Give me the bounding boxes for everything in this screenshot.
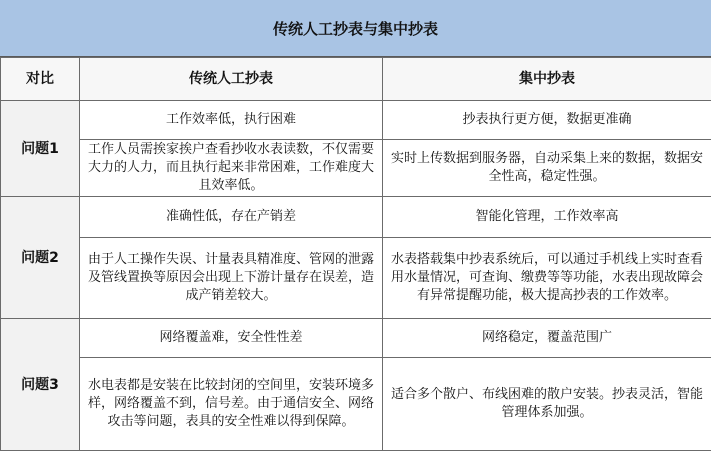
central-summary: 网络稳定，覆盖范围广 — [383, 319, 711, 358]
table-row — [1, 358, 711, 451]
header-traditional: 传统人工抄表 — [80, 58, 383, 101]
table-row — [1, 140, 711, 197]
table-row — [1, 197, 711, 238]
central-detail: 实时上传数据到服务器，自动采集上来的数据，数据安全性高，稳定性强。 — [383, 140, 711, 197]
central-detail: 水表搭载集中抄表系统后，可以通过手机线上实时查看用水量情况，可查询、缴费等等功能，水表出现故障会有异常提醒功能，极大提高抄表的工作效率。 — [383, 238, 711, 319]
header-compare: 对比 — [1, 58, 80, 101]
issue-label: 问题3 — [1, 319, 80, 451]
issue-label: 问题1 — [1, 101, 80, 197]
table-row — [1, 101, 711, 140]
traditional-summary: 工作效率低，执行困难 — [80, 101, 383, 140]
table-title: 传统人工抄表与集中抄表 — [0, 0, 711, 57]
issue-label: 问题2 — [1, 197, 80, 319]
traditional-detail: 水电表都是安装在比较封闭的空间里，安装环境多样，网络覆盖不到，信号差。由于通信安全、网络攻击等问题，表具的安全性难以得到保障。 — [80, 358, 383, 451]
table-row — [1, 238, 711, 319]
traditional-summary: 网络覆盖难，安全性性差 — [80, 319, 383, 358]
traditional-detail: 工作人员需挨家挨户查看抄收水表读数，不仅需要大力的人力，而且执行起来非常困难，工作难度大且效率低。 — [80, 140, 383, 197]
central-summary: 智能化管理，工作效率高 — [383, 197, 711, 238]
central-summary: 抄表执行更方便，数据更准确 — [383, 101, 711, 140]
header-centralized: 集中抄表 — [383, 58, 711, 101]
comparison-table — [0, 57, 711, 451]
header-row — [1, 58, 711, 101]
central-detail: 适合多个散户、布线困难的散户安装。抄表灵活，智能管理体系加强。 — [383, 358, 711, 451]
traditional-detail: 由于人工操作失误、计量表具精准度、管网的泄露及管线置换等原因会出现上下游计量存在误差，造成产销差较大。 — [80, 238, 383, 319]
traditional-summary: 准确性低，存在产销差 — [80, 197, 383, 238]
table-row — [1, 319, 711, 358]
